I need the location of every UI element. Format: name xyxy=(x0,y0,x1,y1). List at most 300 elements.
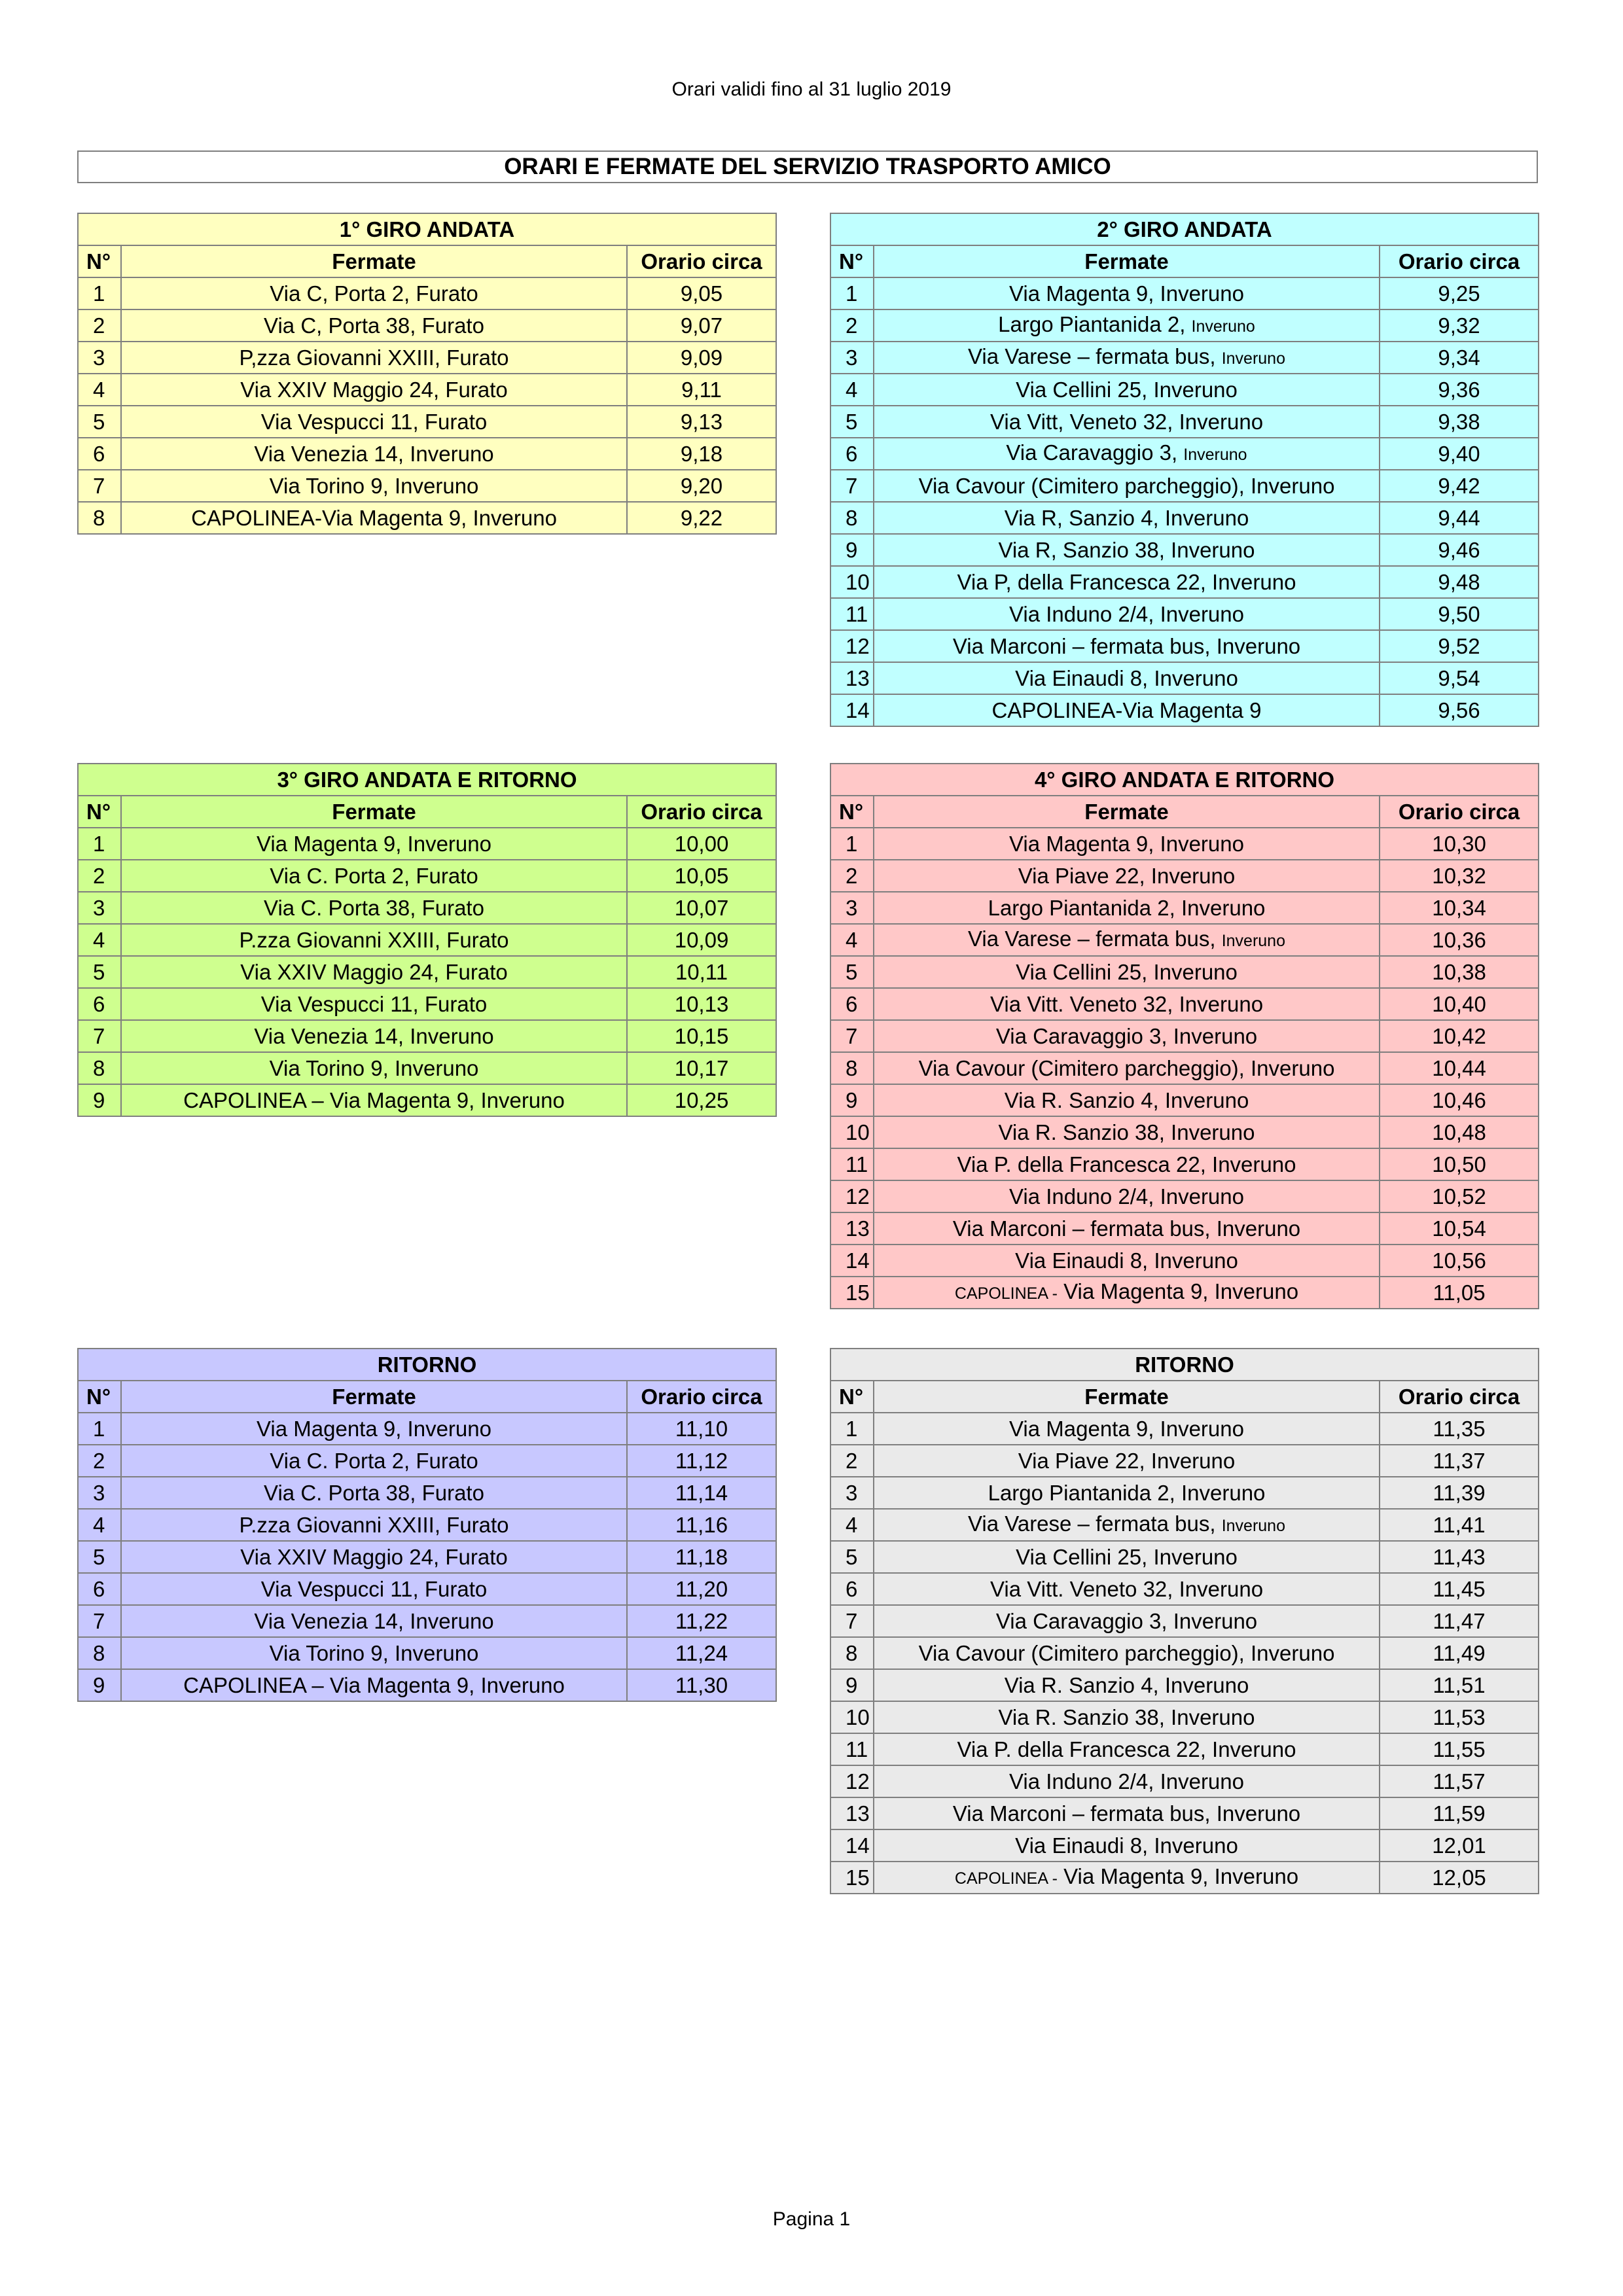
stop-time: 10,32 xyxy=(1380,860,1539,892)
stop-number: 1 xyxy=(830,828,874,860)
stop-time: 11,57 xyxy=(1380,1765,1539,1797)
table-row xyxy=(78,502,776,534)
stop-time: 10,46 xyxy=(1380,1084,1539,1116)
table-row xyxy=(830,1413,1539,1445)
stop-number: 7 xyxy=(830,470,874,502)
table-row xyxy=(830,1797,1539,1829)
stop-number: 4 xyxy=(78,374,121,406)
stop-number: 12 xyxy=(830,1765,874,1797)
stop-time: 10,42 xyxy=(1380,1020,1539,1052)
stop-time: 11,37 xyxy=(1380,1445,1539,1477)
stop-name: CAPOLINEA-Via Magenta 9 xyxy=(991,698,1262,722)
stop-time: 9,20 xyxy=(627,470,776,502)
table-row xyxy=(830,534,1539,566)
stop-name-cell xyxy=(121,1605,627,1637)
stop-name: Via C. Porta 38, Furato xyxy=(264,896,484,920)
stop-name: Largo Piantanida 2, xyxy=(998,312,1186,336)
table-row xyxy=(78,342,776,374)
stop-name: Via Cellini 25, Inveruno xyxy=(1016,960,1238,984)
stop-number: 1 xyxy=(830,277,874,309)
stop-name-cell xyxy=(874,1829,1380,1862)
stop-name-cell xyxy=(874,1509,1380,1541)
stop-name: CAPOLINEA – Via Magenta 9, Inveruno xyxy=(183,1088,565,1112)
stop-time: 10,07 xyxy=(627,892,776,924)
stop-number: 8 xyxy=(830,1052,874,1084)
stop-name: Via Cellini 25, Inveruno xyxy=(1016,1545,1238,1569)
stop-name: Via Magenta 9, Inveruno xyxy=(1009,832,1244,856)
stop-time: 9,09 xyxy=(627,342,776,374)
stop-time: 10,30 xyxy=(1380,828,1539,860)
table-row xyxy=(830,566,1539,598)
stop-name-cell xyxy=(874,342,1380,374)
stop-name-cell xyxy=(874,1413,1380,1445)
stop-time: 9,40 xyxy=(1380,438,1539,470)
table-row xyxy=(830,1669,1539,1701)
stop-number: 1 xyxy=(830,1413,874,1445)
stop-name: Via XXIV Maggio 24, Furato xyxy=(240,960,508,984)
schedule-table-giro-1 xyxy=(77,213,777,535)
stop-number: 3 xyxy=(78,1477,121,1509)
stop-name: Via Torino 9, Inveruno xyxy=(269,1641,479,1665)
table-row xyxy=(830,1084,1539,1116)
stop-name: Via Vespucci 11, Furato xyxy=(260,992,488,1016)
stop-time: 9,46 xyxy=(1380,534,1539,566)
stop-name: Via Induno 2/4, Inveruno xyxy=(1008,602,1244,626)
stop-number: 5 xyxy=(830,1541,874,1573)
table-row xyxy=(830,956,1539,988)
table-row xyxy=(830,924,1539,956)
stop-name: Via C, Porta 38, Furato xyxy=(264,313,484,338)
table-title-row xyxy=(78,764,776,796)
column-header-stop: Fermate xyxy=(121,245,627,277)
table-row xyxy=(830,1477,1539,1509)
table-title-row xyxy=(78,213,776,245)
stop-name: Via Vespucci 11, Furato xyxy=(260,410,488,434)
stop-time: 11,47 xyxy=(1380,1605,1539,1637)
table-row xyxy=(830,1829,1539,1862)
stop-name-cell xyxy=(874,1797,1380,1829)
stop-name-cell xyxy=(121,277,627,309)
column-header-number: N° xyxy=(830,796,874,828)
stop-number: 5 xyxy=(78,1541,121,1573)
stop-number: 3 xyxy=(830,892,874,924)
stop-name-cell xyxy=(874,502,1380,534)
stop-name: Via Venezia 14, Inveruno xyxy=(254,1609,494,1633)
stop-number: 8 xyxy=(78,1637,121,1669)
table-row xyxy=(78,860,776,892)
stop-time: 11,12 xyxy=(627,1445,776,1477)
stop-town: Inveruno xyxy=(1221,932,1285,950)
stop-name: Via Cavour (Cimitero parcheggio), Inveruno xyxy=(918,474,1335,498)
stop-number: 13 xyxy=(830,1797,874,1829)
stop-name-cell xyxy=(874,1052,1380,1084)
stop-time: 11,16 xyxy=(627,1509,776,1541)
stop-name-cell xyxy=(121,1477,627,1509)
stop-name: Via Magenta 9, Inveruno xyxy=(1009,1417,1244,1441)
stop-name-cell xyxy=(121,1637,627,1669)
stop-time: 10,17 xyxy=(627,1052,776,1084)
stop-time: 9,11 xyxy=(627,374,776,406)
stop-time: 9,05 xyxy=(627,277,776,309)
stop-name: Via Marconi – fermata bus, Inveruno xyxy=(952,634,1301,658)
stop-town: Inveruno xyxy=(1221,1517,1285,1535)
stop-name-cell xyxy=(874,1180,1380,1212)
stop-name: Via Cellini 25, Inveruno xyxy=(1016,378,1238,402)
column-header-stop: Fermate xyxy=(874,1381,1380,1413)
stop-name: Via Venezia 14, Inveruno xyxy=(254,1024,494,1048)
stop-name: Via Magenta 9, Inveruno xyxy=(1063,1279,1299,1303)
stop-time: 11,41 xyxy=(1380,1509,1539,1541)
stop-name: Via P. della Francesca 22, Inveruno xyxy=(957,1152,1296,1176)
stop-name: Via Torino 9, Inveruno xyxy=(269,1056,479,1080)
stop-number: 6 xyxy=(830,438,874,470)
stop-name: Via Magenta 9, Inveruno xyxy=(257,832,491,856)
stop-time: 9,56 xyxy=(1380,694,1539,726)
table-row xyxy=(830,342,1539,374)
stop-name: Via Caravaggio 3, xyxy=(1006,440,1178,465)
stop-number: 13 xyxy=(830,662,874,694)
stop-name-cell xyxy=(121,502,627,534)
stop-number: 14 xyxy=(830,1829,874,1862)
stop-time: 10,52 xyxy=(1380,1180,1539,1212)
stop-name: Via Vitt, Veneto 32, Inveruno xyxy=(990,410,1264,434)
column-header-time: Orario circa xyxy=(627,1381,776,1413)
stop-number: 4 xyxy=(830,924,874,956)
stop-name: Largo Piantanida 2, Inveruno xyxy=(988,1481,1266,1505)
stop-time: 12,01 xyxy=(1380,1829,1539,1862)
table-row xyxy=(830,662,1539,694)
table-row xyxy=(78,406,776,438)
stop-number: 2 xyxy=(78,860,121,892)
stop-number: 5 xyxy=(78,956,121,988)
stop-time: 11,55 xyxy=(1380,1733,1539,1765)
stop-terminus-prefix: CAPOLINEA - xyxy=(954,1284,1058,1303)
stop-name-cell xyxy=(874,1116,1380,1148)
stop-number: 3 xyxy=(830,342,874,374)
stop-name-cell xyxy=(121,374,627,406)
stop-name-cell xyxy=(874,1148,1380,1180)
stop-number: 9 xyxy=(78,1669,121,1701)
stop-time: 10,09 xyxy=(627,924,776,956)
table-title: RITORNO xyxy=(830,1349,1539,1381)
table-row xyxy=(830,470,1539,502)
stop-number: 5 xyxy=(830,956,874,988)
stop-number: 4 xyxy=(78,924,121,956)
table-title: 2° GIRO ANDATA xyxy=(830,213,1539,245)
table-title-row xyxy=(78,1349,776,1381)
table-row xyxy=(78,309,776,342)
stop-time: 9,07 xyxy=(627,309,776,342)
stop-name: Via Einaudi 8, Inveruno xyxy=(1015,666,1238,690)
stop-town: Inveruno xyxy=(1191,317,1255,336)
table-row xyxy=(830,694,1539,726)
stop-time: 10,11 xyxy=(627,956,776,988)
column-header-stop: Fermate xyxy=(874,245,1380,277)
stop-number: 8 xyxy=(78,502,121,534)
stop-name-cell xyxy=(874,1573,1380,1605)
stop-time: 9,36 xyxy=(1380,374,1539,406)
stop-town: Inveruno xyxy=(1221,349,1285,368)
schedule-table-giro-3 xyxy=(77,763,777,1117)
stop-name-cell xyxy=(121,406,627,438)
table-row xyxy=(78,1509,776,1541)
stop-time: 10,00 xyxy=(627,828,776,860)
stop-name-cell xyxy=(874,1637,1380,1669)
stop-name: Via C. Porta 2, Furato xyxy=(270,1449,478,1473)
stop-name: CAPOLINEA – Via Magenta 9, Inveruno xyxy=(183,1673,565,1697)
stop-number: 8 xyxy=(78,1052,121,1084)
table-row xyxy=(830,374,1539,406)
stop-number: 9 xyxy=(78,1084,121,1116)
stop-number: 12 xyxy=(830,630,874,662)
stop-name: Via Varese – fermata bus, xyxy=(968,927,1216,951)
table-title: 4° GIRO ANDATA E RITORNO xyxy=(830,764,1539,796)
table-row xyxy=(830,828,1539,860)
table-row xyxy=(830,1733,1539,1765)
stop-number: 7 xyxy=(78,470,121,502)
stop-number: 5 xyxy=(830,406,874,438)
stop-time: 11,53 xyxy=(1380,1701,1539,1733)
stop-time: 11,39 xyxy=(1380,1477,1539,1509)
table-row xyxy=(830,1862,1539,1894)
table-header-row xyxy=(78,796,776,828)
stop-name: P.zza Giovanni XXIII, Furato xyxy=(239,1513,509,1537)
stop-time: 11,10 xyxy=(627,1413,776,1445)
table-title: 3° GIRO ANDATA E RITORNO xyxy=(78,764,776,796)
stop-number: 8 xyxy=(830,1637,874,1669)
stop-time: 10,48 xyxy=(1380,1116,1539,1148)
stop-time: 11,45 xyxy=(1380,1573,1539,1605)
stop-town: Inveruno xyxy=(1183,446,1247,464)
stop-time: 9,18 xyxy=(627,438,776,470)
stop-name-cell xyxy=(874,1445,1380,1477)
stop-time: 10,50 xyxy=(1380,1148,1539,1180)
stop-number: 10 xyxy=(830,1116,874,1148)
stop-time: 10,44 xyxy=(1380,1052,1539,1084)
stop-name: Via Piave 22, Inveruno xyxy=(1018,1449,1236,1473)
stop-time: 11,49 xyxy=(1380,1637,1539,1669)
table-row xyxy=(78,1669,776,1701)
stop-number: 14 xyxy=(830,694,874,726)
stop-number: 7 xyxy=(830,1605,874,1637)
table-row xyxy=(830,406,1539,438)
stop-name-cell xyxy=(874,924,1380,956)
stop-name-cell xyxy=(874,828,1380,860)
table-row xyxy=(78,1020,776,1052)
stop-name: Via Magenta 9, Inveruno xyxy=(1009,281,1244,306)
stop-number: 4 xyxy=(830,1509,874,1541)
stop-number: 1 xyxy=(78,277,121,309)
stop-name-cell xyxy=(121,860,627,892)
stop-name: Via Marconi – fermata bus, Inveruno xyxy=(952,1216,1301,1241)
schedule-table-giro-2 xyxy=(830,213,1539,727)
stop-name-cell xyxy=(874,1212,1380,1245)
table-row xyxy=(830,1148,1539,1180)
stop-name-cell xyxy=(121,988,627,1020)
table-row xyxy=(830,630,1539,662)
column-header-stop: Fermate xyxy=(121,1381,627,1413)
stop-number: 4 xyxy=(830,374,874,406)
stop-name: Via Magenta 9, Inveruno xyxy=(257,1417,491,1441)
stop-name-cell xyxy=(874,277,1380,309)
stop-name-cell xyxy=(121,956,627,988)
stop-name-cell xyxy=(874,1477,1380,1509)
column-header-stop: Fermate xyxy=(121,796,627,828)
stop-time: 9,42 xyxy=(1380,470,1539,502)
stop-name: Via Marconi – fermata bus, Inveruno xyxy=(952,1801,1301,1826)
stop-name: Via Caravaggio 3, Inveruno xyxy=(995,1609,1258,1633)
stop-name-cell xyxy=(874,892,1380,924)
stop-name: Via P, della Francesca 22, Inveruno xyxy=(957,570,1296,594)
stop-time: 11,18 xyxy=(627,1541,776,1573)
stop-name-cell xyxy=(874,470,1380,502)
stop-time: 10,05 xyxy=(627,860,776,892)
stop-number: 6 xyxy=(78,1573,121,1605)
stop-time: 11,43 xyxy=(1380,1541,1539,1573)
table-row xyxy=(78,1052,776,1084)
stop-name: Via C. Porta 38, Furato xyxy=(264,1481,484,1505)
stop-name-cell xyxy=(121,342,627,374)
stop-time: 9,25 xyxy=(1380,277,1539,309)
stop-time: 9,52 xyxy=(1380,630,1539,662)
stop-number: 7 xyxy=(78,1020,121,1052)
column-header-number: N° xyxy=(78,1381,121,1413)
table-title: 1° GIRO ANDATA xyxy=(78,213,776,245)
stop-name: Via R. Sanzio 4, Inveruno xyxy=(1004,1673,1249,1697)
stop-name-cell xyxy=(874,1669,1380,1701)
stop-name-cell xyxy=(121,1020,627,1052)
table-row xyxy=(830,1637,1539,1669)
stop-time: 10,40 xyxy=(1380,988,1539,1020)
stop-name-cell xyxy=(121,1669,627,1701)
table-row xyxy=(830,1765,1539,1797)
stop-name: Via Magenta 9, Inveruno xyxy=(1063,1864,1299,1888)
stop-time: 11,51 xyxy=(1380,1669,1539,1701)
table-row xyxy=(78,1413,776,1445)
stop-number: 2 xyxy=(830,860,874,892)
stop-time: 9,32 xyxy=(1380,309,1539,342)
stop-number: 11 xyxy=(830,1148,874,1180)
stop-number: 2 xyxy=(830,1445,874,1477)
table-row xyxy=(830,1245,1539,1277)
schedule-table-giro-4 xyxy=(830,763,1539,1309)
stop-time: 11,14 xyxy=(627,1477,776,1509)
stop-name-cell xyxy=(874,694,1380,726)
column-header-time: Orario circa xyxy=(627,245,776,277)
stop-number: 3 xyxy=(78,342,121,374)
stop-number: 15 xyxy=(830,1862,874,1894)
stop-time: 11,35 xyxy=(1380,1413,1539,1445)
stop-name-cell xyxy=(874,1701,1380,1733)
stop-name-cell xyxy=(874,374,1380,406)
stop-number: 1 xyxy=(78,1413,121,1445)
stop-name: Via R. Sanzio 38, Inveruno xyxy=(998,1705,1255,1729)
stop-name-cell xyxy=(874,988,1380,1020)
stop-name: Via C, Porta 2, Furato xyxy=(270,281,478,306)
stop-name: Via Piave 22, Inveruno xyxy=(1018,864,1236,888)
table-row xyxy=(830,1020,1539,1052)
table-row xyxy=(830,1052,1539,1084)
stop-name-cell xyxy=(121,1541,627,1573)
stop-name-cell xyxy=(874,1277,1380,1309)
stop-number: 6 xyxy=(78,438,121,470)
stop-number: 3 xyxy=(78,892,121,924)
stop-number: 6 xyxy=(830,1573,874,1605)
stop-time: 9,34 xyxy=(1380,342,1539,374)
stop-time: 11,05 xyxy=(1380,1277,1539,1309)
column-header-time: Orario circa xyxy=(1380,796,1539,828)
stop-number: 7 xyxy=(830,1020,874,1052)
stop-name: Via C. Porta 2, Furato xyxy=(270,864,478,888)
stop-name-cell xyxy=(121,1052,627,1084)
table-row xyxy=(830,1116,1539,1148)
table-row xyxy=(830,277,1539,309)
stop-number: 9 xyxy=(830,534,874,566)
stop-number: 10 xyxy=(830,566,874,598)
stop-name-cell xyxy=(874,1862,1380,1894)
stop-name-cell xyxy=(121,1573,627,1605)
stop-name: Via Varese – fermata bus, xyxy=(968,344,1216,368)
table-row xyxy=(78,1573,776,1605)
stop-number: 15 xyxy=(830,1277,874,1309)
column-header-time: Orario circa xyxy=(627,796,776,828)
stop-time: 9,50 xyxy=(1380,598,1539,630)
stop-time: 9,13 xyxy=(627,406,776,438)
table-header-row xyxy=(830,1381,1539,1413)
stop-name-cell xyxy=(121,470,627,502)
table-row xyxy=(78,1605,776,1637)
stop-name: Via Venezia 14, Inveruno xyxy=(254,442,494,466)
table-row xyxy=(830,502,1539,534)
table-row xyxy=(78,1637,776,1669)
table-row xyxy=(78,892,776,924)
table-row xyxy=(830,892,1539,924)
stop-name-cell xyxy=(874,1605,1380,1637)
table-row xyxy=(78,374,776,406)
table-row xyxy=(830,1605,1539,1637)
table-title-row xyxy=(830,1349,1539,1381)
stop-name-cell xyxy=(121,438,627,470)
stop-time: 11,30 xyxy=(627,1669,776,1701)
stop-time: 9,54 xyxy=(1380,662,1539,694)
table-row xyxy=(830,1212,1539,1245)
stop-name-cell xyxy=(874,438,1380,470)
stop-name-cell xyxy=(121,1445,627,1477)
stop-name-cell xyxy=(874,1020,1380,1052)
stop-name: Via Vespucci 11, Furato xyxy=(260,1577,488,1601)
stop-time: 11,59 xyxy=(1380,1797,1539,1829)
table-title-row xyxy=(830,213,1539,245)
table-row xyxy=(830,860,1539,892)
stop-time: 12,05 xyxy=(1380,1862,1539,1894)
table-row xyxy=(830,1541,1539,1573)
stop-terminus-prefix: CAPOLINEA - xyxy=(954,1869,1058,1888)
stop-time: 10,13 xyxy=(627,988,776,1020)
table-row xyxy=(78,1084,776,1116)
stop-name-cell xyxy=(121,892,627,924)
stop-name: Via P. della Francesca 22, Inveruno xyxy=(957,1737,1296,1761)
stop-time: 9,48 xyxy=(1380,566,1539,598)
stop-name-cell xyxy=(874,1733,1380,1765)
stop-name: Via Cavour (Cimitero parcheggio), Inveruno xyxy=(918,1641,1335,1665)
column-header-number: N° xyxy=(830,245,874,277)
table-title-row xyxy=(830,764,1539,796)
stop-name: Via R. Sanzio 4, Inveruno xyxy=(1004,1088,1249,1112)
stop-number: 2 xyxy=(830,309,874,342)
page-number: Pagina 1 xyxy=(772,2208,851,2230)
stop-time: 10,34 xyxy=(1380,892,1539,924)
stop-name-cell xyxy=(874,1245,1380,1277)
